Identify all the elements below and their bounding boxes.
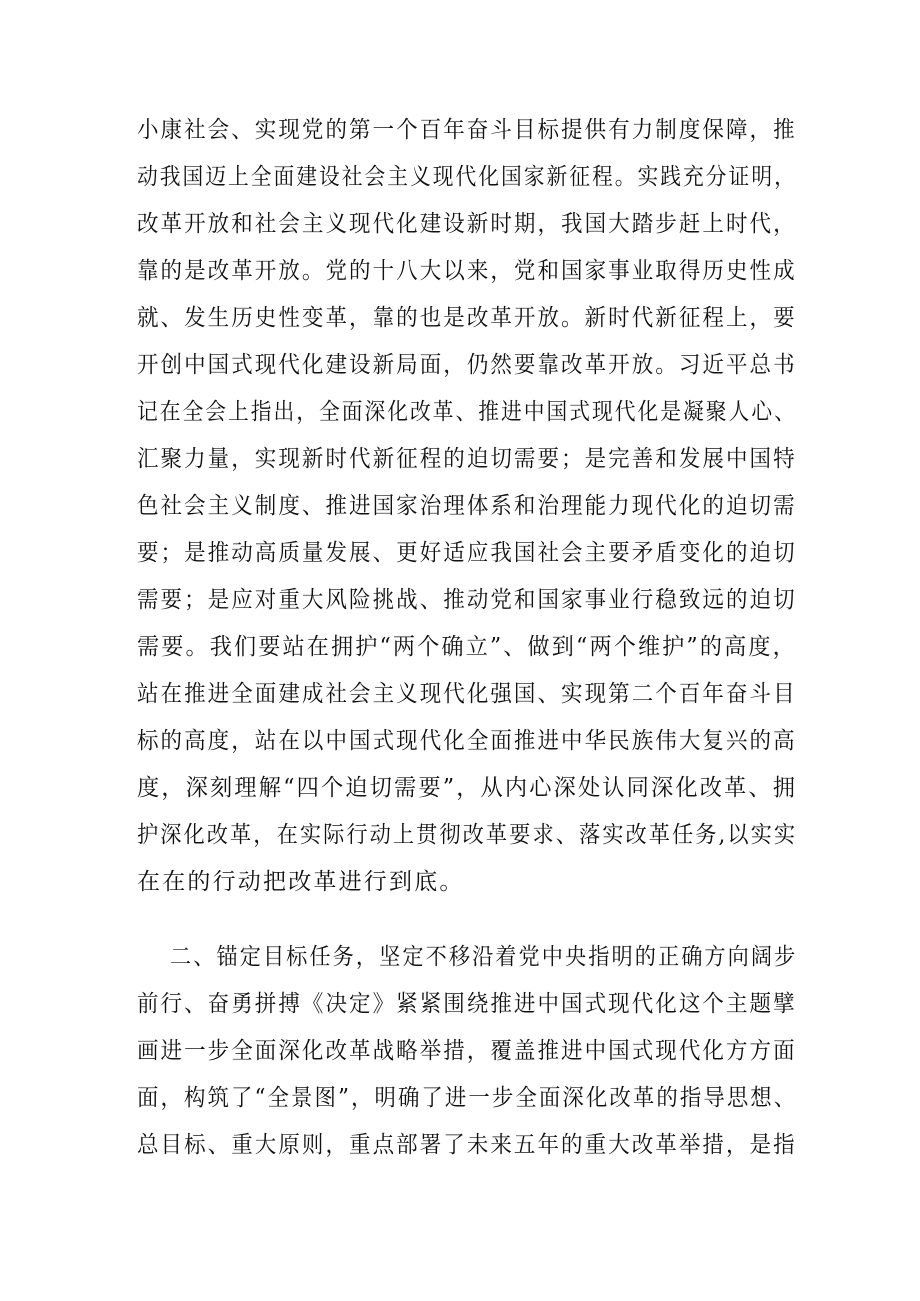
- paragraph-2-line: 画进一步全面深化改革战略举措，覆盖推进中国式现代化方方面: [137, 1038, 797, 1064]
- paragraph-1-line: 改革开放和社会主义现代化建设新时期，我国大踏步赶上时代，: [137, 211, 797, 237]
- paragraph-1-line: 要；是推动高质量发展、更好适应我国社会主要矛盾变化的迫切: [137, 540, 797, 566]
- paragraph-2-line: 总目标、重大原则，重点部署了未来五年的重大改革举措，是指: [137, 1132, 797, 1158]
- paragraph-1-line: 动我国迈上全面建设社会主义现代化国家新征程。实践充分证明，: [137, 164, 797, 190]
- paragraph-2-line: 二、锚定目标任务，坚定不移沿着党中央指明的正确方向阔步: [170, 944, 798, 970]
- paragraph-1-line: 需要。我们要站在拥护“两个确立”、做到“两个维护”的高度，: [137, 634, 797, 660]
- paragraph-1-line: 靠的是改革开放。党的十八大以来，党和国家事业取得历史性成: [137, 258, 797, 284]
- paragraph-1-line: 标的高度，站在以中国式现代化全面推进中华民族伟大复兴的高: [137, 728, 797, 754]
- paragraph-1-line: 在在的行动把改革进行到底。: [137, 869, 465, 895]
- paragraph-1-line: 度，深刻理解“四个迫切需要”，从内心深处认同深化改革、拥: [137, 775, 798, 801]
- paragraph-1-line: 小康社会、实现党的第一个百年奋斗目标提供有力制度保障，推: [137, 117, 797, 143]
- paragraph-1-line: 记在全会上指出，全面深化改革、推进中国式现代化是凝聚人心、: [137, 399, 797, 425]
- paragraph-1-line: 护深化改革，在实际行动上贯彻改革要求、落实改革任务,以实实: [137, 822, 798, 848]
- paragraph-2-line: 面，构筑了“全景图”，明确了进一步全面深化改革的指导思想、: [137, 1085, 798, 1111]
- paragraph-2-line: 前行、奋勇拼搏《决定》紧紧围绕推进中国式现代化这个主题擘: [137, 991, 797, 1017]
- paragraph-1-line: 需要；是应对重大风险挑战、推动党和国家事业行稳致远的迫切: [137, 587, 797, 613]
- paragraph-1-line: 开创中国式现代化建设新局面，仍然要靠改革开放。习近平总书: [137, 352, 797, 378]
- paragraph-1-line: 就、发生历史性变革，靠的也是改革开放。新时代新征程上，要: [137, 305, 797, 331]
- paragraph-1-line: 汇聚力量，实现新时代新征程的迫切需要；是完善和发展中国特: [137, 446, 797, 472]
- paragraph-1-line: 站在推进全面建成社会主义现代化强国、实现第二个百年奋斗目: [137, 681, 797, 707]
- paragraph-1-line: 色社会主义制度、推进国家治理体系和治理能力现代化的迫切需: [137, 493, 797, 519]
